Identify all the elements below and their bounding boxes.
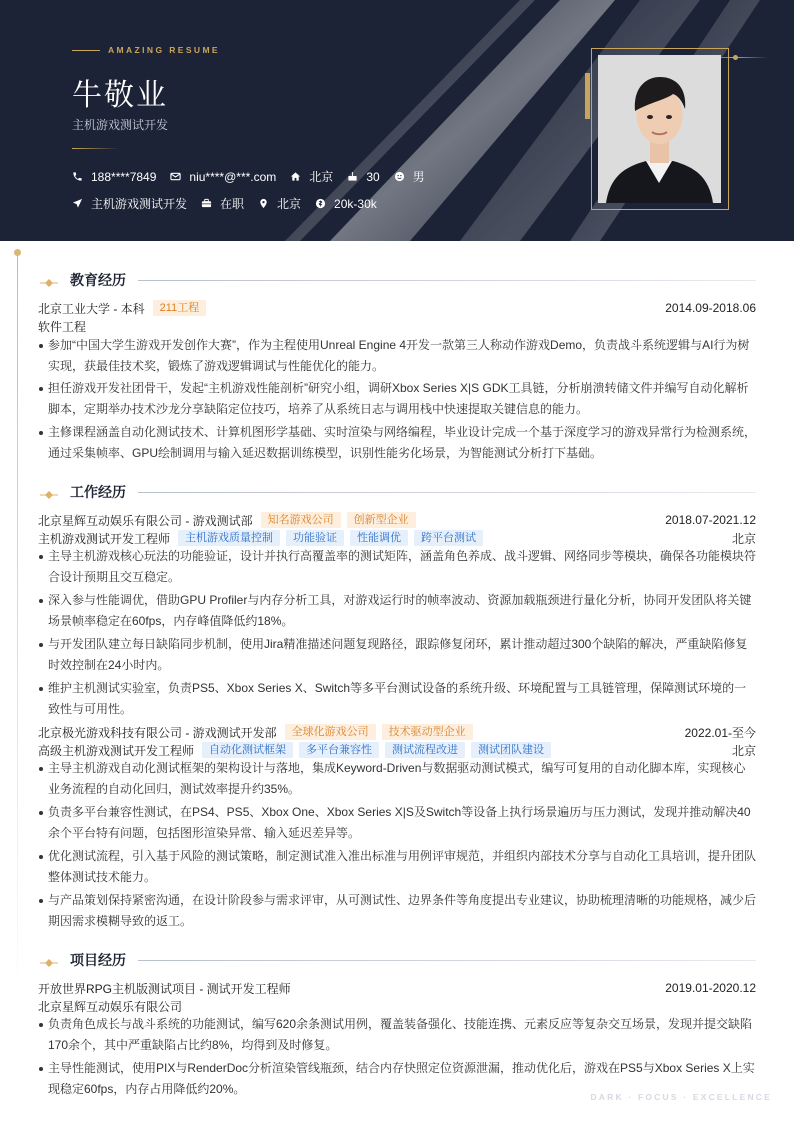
bullet-text: 参加“中国大学生游戏开发创作大赛”，作为主程使用Unreal Engine 4开发一款第三人称动作游戏Demo，负责战斗系统逻辑与AI行为树实现，获最佳技术奖，锻炼了游戏逻辑调试与性能优化的能力。: [48, 338, 750, 373]
job-role: 主机游戏测试开发工程师: [38, 531, 171, 546]
section-diamond-icon: [40, 487, 58, 497]
role-tag: 自动化测试框架: [202, 742, 293, 758]
candidate-job-title: 主机游戏测试开发: [72, 118, 169, 132]
education-major-row: [38, 317, 756, 335]
project-bullet: [38, 1014, 756, 1056]
bullet-text: 主导主机游戏核心玩法的功能验证，设计并执行高覆盖率的测试矩阵，涵盖角色养成、战斗逻辑、网络同步等模块，确保各功能模块符合设计预期且交互稳定。: [48, 549, 757, 584]
intent-city-text: 北京: [277, 197, 302, 211]
info-intent-position: [72, 195, 187, 212]
education-section-header: [40, 270, 756, 290]
info-intent-city: [258, 195, 301, 212]
photo-accent-bar: [585, 73, 590, 119]
role-tag: 测试流程改进: [385, 742, 465, 758]
section-rule: [138, 960, 756, 961]
bullet-text: 负责多平台兼容性测试，在PS4、PS5、Xbox One、Xbox Series X|S及Switch等设备上执行场景遍历与压力测试，发现并推动解决40余个平台特有问题，包括图形渲染异常、输入延迟差异等。: [48, 805, 751, 840]
intent-position-text: 主机游戏测试开发: [91, 197, 188, 211]
section-rule: [138, 280, 756, 281]
job-bullet: [38, 846, 756, 888]
resume-header: [0, 0, 794, 241]
bullet-text: 负责角色成长与战斗系统的功能测试，编写620余条测试用例，覆盖装备强化、技能连携、元素反应等复杂交互场景，发现并提交缺陷170余个，其中严重缺陷占比约8%，均得到及时修复。: [48, 1017, 753, 1052]
header-deco-dot: [733, 55, 738, 60]
gender-text: 男: [412, 170, 425, 184]
contact-info-row: [72, 168, 439, 185]
projects-section-header: [40, 950, 756, 970]
city-text: 北京: [309, 170, 334, 184]
school-tag: 211工程: [153, 300, 207, 316]
project-company-row: [38, 997, 756, 1015]
job-role-row: [38, 741, 756, 759]
education-header-row: [38, 299, 756, 317]
info-age: [347, 170, 379, 184]
role-tag: 测试团队建设: [471, 742, 551, 758]
timeline-line: [17, 253, 18, 973]
info-gender: [394, 168, 425, 185]
project-period: 2019.01-2020.12: [665, 981, 756, 995]
timeline-dot: [14, 249, 21, 256]
info-status: [201, 195, 244, 212]
job-bullet: [38, 758, 756, 800]
bullet-text: 与产品策划保持紧密沟通，在设计阶段参与需求评审，从可测试性、边界条件等角度提出专业建议，协助梳理清晰的功能规格，减少后期因需求模糊导致的返工。: [48, 893, 757, 928]
project-name: 开放世界RPG主机版测试项目 - 测试开发工程师: [38, 981, 291, 996]
bullet-text: 主导性能测试，使用PIX与RenderDoc分析渲染管线瓶颈，结合内存快照定位资源泄漏，推动优化后，游戏在PS5与Xbox Series X上实现稳定60fps，内存占用降低约20%。: [48, 1061, 755, 1096]
info-email: [170, 170, 276, 184]
subtitle-rule: [72, 148, 120, 149]
age-text: 30: [366, 169, 380, 184]
job-period: 2022.01-至今: [684, 725, 756, 740]
info-salary: [315, 197, 377, 211]
job-intent-row: [72, 195, 391, 212]
email-text: niu****@***.com: [189, 169, 277, 184]
work-section-header: [40, 482, 756, 502]
footer-watermark: DARK · FOCUS · EXCELLENCE: [590, 1092, 772, 1102]
section-diamond-icon: [40, 275, 58, 285]
role-tag: 主机游戏质量控制: [178, 530, 280, 546]
bullet-text: 担任游戏开发社团骨干，发起“主机游戏性能剖析”研究小组，调研Xbox Series X|S GDK工具链，分析崩溃转储文件并编写自动化解析脚本，定期举办技术沙龙分享缺陷定位技巧，培养了从系统日志与调用栈中快速提取关键信息的能力。: [48, 381, 749, 416]
bullet-text: 主修课程涵盖自动化测试技术、计算机图形学基础、实时渲染与网络编程，毕业设计完成一个基于深度学习的游戏异常行为检测系统，通过采集帧率、GPU绘制调用与输入延迟数据训练模型，识别性能劣化场景，为智能测试分析打下基础。: [48, 425, 757, 460]
location-pin-icon: [258, 198, 269, 209]
role-tag: 性能调优: [350, 530, 408, 546]
info-city: [290, 168, 333, 185]
job-company: 北京星辉互动娱乐有限公司 - 游戏测试部: [38, 513, 253, 528]
bullet-text: 主导主机游戏自动化测试框架的架构设计与落地，集成Keyword-Driven与数据驱动测试模式，编写可复用的自动化脚本库，实现核心业务流程的自动化回归，测试效率提升约35%。: [48, 761, 746, 796]
bullet-text: 深入参与性能调优，借助GPU Profiler与内存分析工具，对游戏运行时的帧率波动、资源加载瓶颈进行量化分析，协同开发团队将关键场景帧率稳定在60fps，内存峰值降低约18%。: [48, 593, 752, 628]
major-name: 软件工程: [38, 319, 87, 334]
company-tag: 全球化游戏公司: [285, 724, 376, 740]
job-bullet: [38, 590, 756, 632]
job-period: 2018.07-2021.12: [665, 513, 756, 527]
phone-icon: [72, 171, 83, 182]
header-tagline: [72, 45, 220, 55]
info-phone: [72, 170, 156, 184]
send-icon: [72, 198, 83, 209]
projects-section-title: 项目经历: [70, 952, 126, 968]
mail-icon: [170, 171, 181, 182]
role-tag: 多平台兼容性: [299, 742, 379, 758]
person-portrait-icon: [598, 55, 721, 203]
project-company: 北京星辉互动娱乐有限公司: [38, 999, 183, 1014]
status-text: 在职: [220, 197, 245, 211]
job-bullet: [38, 634, 756, 676]
job-role: 高级主机游戏测试开发工程师: [38, 743, 195, 758]
cake-icon: [347, 171, 358, 182]
job-bullet: [38, 546, 756, 588]
home-icon: [290, 171, 301, 182]
job-company-row: [38, 511, 756, 529]
job-bullet: [38, 678, 756, 720]
work-section-title: 工作经历: [70, 484, 126, 500]
role-tag: 功能验证: [286, 530, 344, 546]
role-tag: 跨平台测试: [414, 530, 483, 546]
avatar-photo: [598, 55, 721, 203]
job-location: 北京: [731, 743, 756, 758]
salary-icon: [315, 198, 326, 209]
education-bullet: [38, 335, 756, 377]
company-tag: 知名游戏公司: [261, 512, 341, 528]
school-name: 北京工业大学 - 本科: [38, 301, 145, 316]
candidate-name: 牛敬业: [72, 79, 168, 112]
project-header-row: [38, 979, 756, 997]
tagline-text: AMAZING RESUME: [108, 45, 220, 55]
education-bullet: [38, 378, 756, 420]
briefcase-icon: [201, 198, 212, 209]
job-company: 北京极光游戏科技有限公司 - 游戏测试开发部: [38, 725, 277, 740]
education-section-title: 教育经历: [70, 272, 126, 288]
bullet-text: 维护主机测试实验室，负责PS5、Xbox Series X、Switch等多平台测试设备的系统升级、环境配置与工具链管理，保障测试环境的一致性与可用性。: [48, 681, 747, 716]
tagline-rule: [72, 50, 100, 51]
section-rule: [138, 492, 756, 493]
section-diamond-icon: [40, 955, 58, 965]
company-tag: 技术驱动型企业: [382, 724, 473, 740]
job-role-row: [38, 529, 756, 547]
face-icon: [394, 171, 405, 182]
education-period: 2014.09-2018.06: [665, 301, 756, 315]
job-bullet: [38, 802, 756, 844]
bullet-text: 与开发团队建立每日缺陷同步机制，使用Jira精准描述问题复现路径，跟踪修复闭环，累计推动超过300个缺陷的解决，严重缺陷修复时效控制在24小时内。: [48, 637, 748, 672]
job-company-row: [38, 723, 756, 741]
education-bullet: [38, 422, 756, 464]
salary-text: 20k-30k: [334, 196, 377, 211]
company-tag: 创新型企业: [347, 512, 416, 528]
job-bullet: [38, 890, 756, 932]
phone-text: 188****7849: [91, 169, 157, 184]
bullet-text: 优化测试流程，引入基于风险的测试策略，制定测试准入准出标准与用例评审规范，并组织内部技术分享与自动化工具培训，提升团队整体测试技术能力。: [48, 849, 757, 884]
job-location: 北京: [731, 531, 756, 546]
